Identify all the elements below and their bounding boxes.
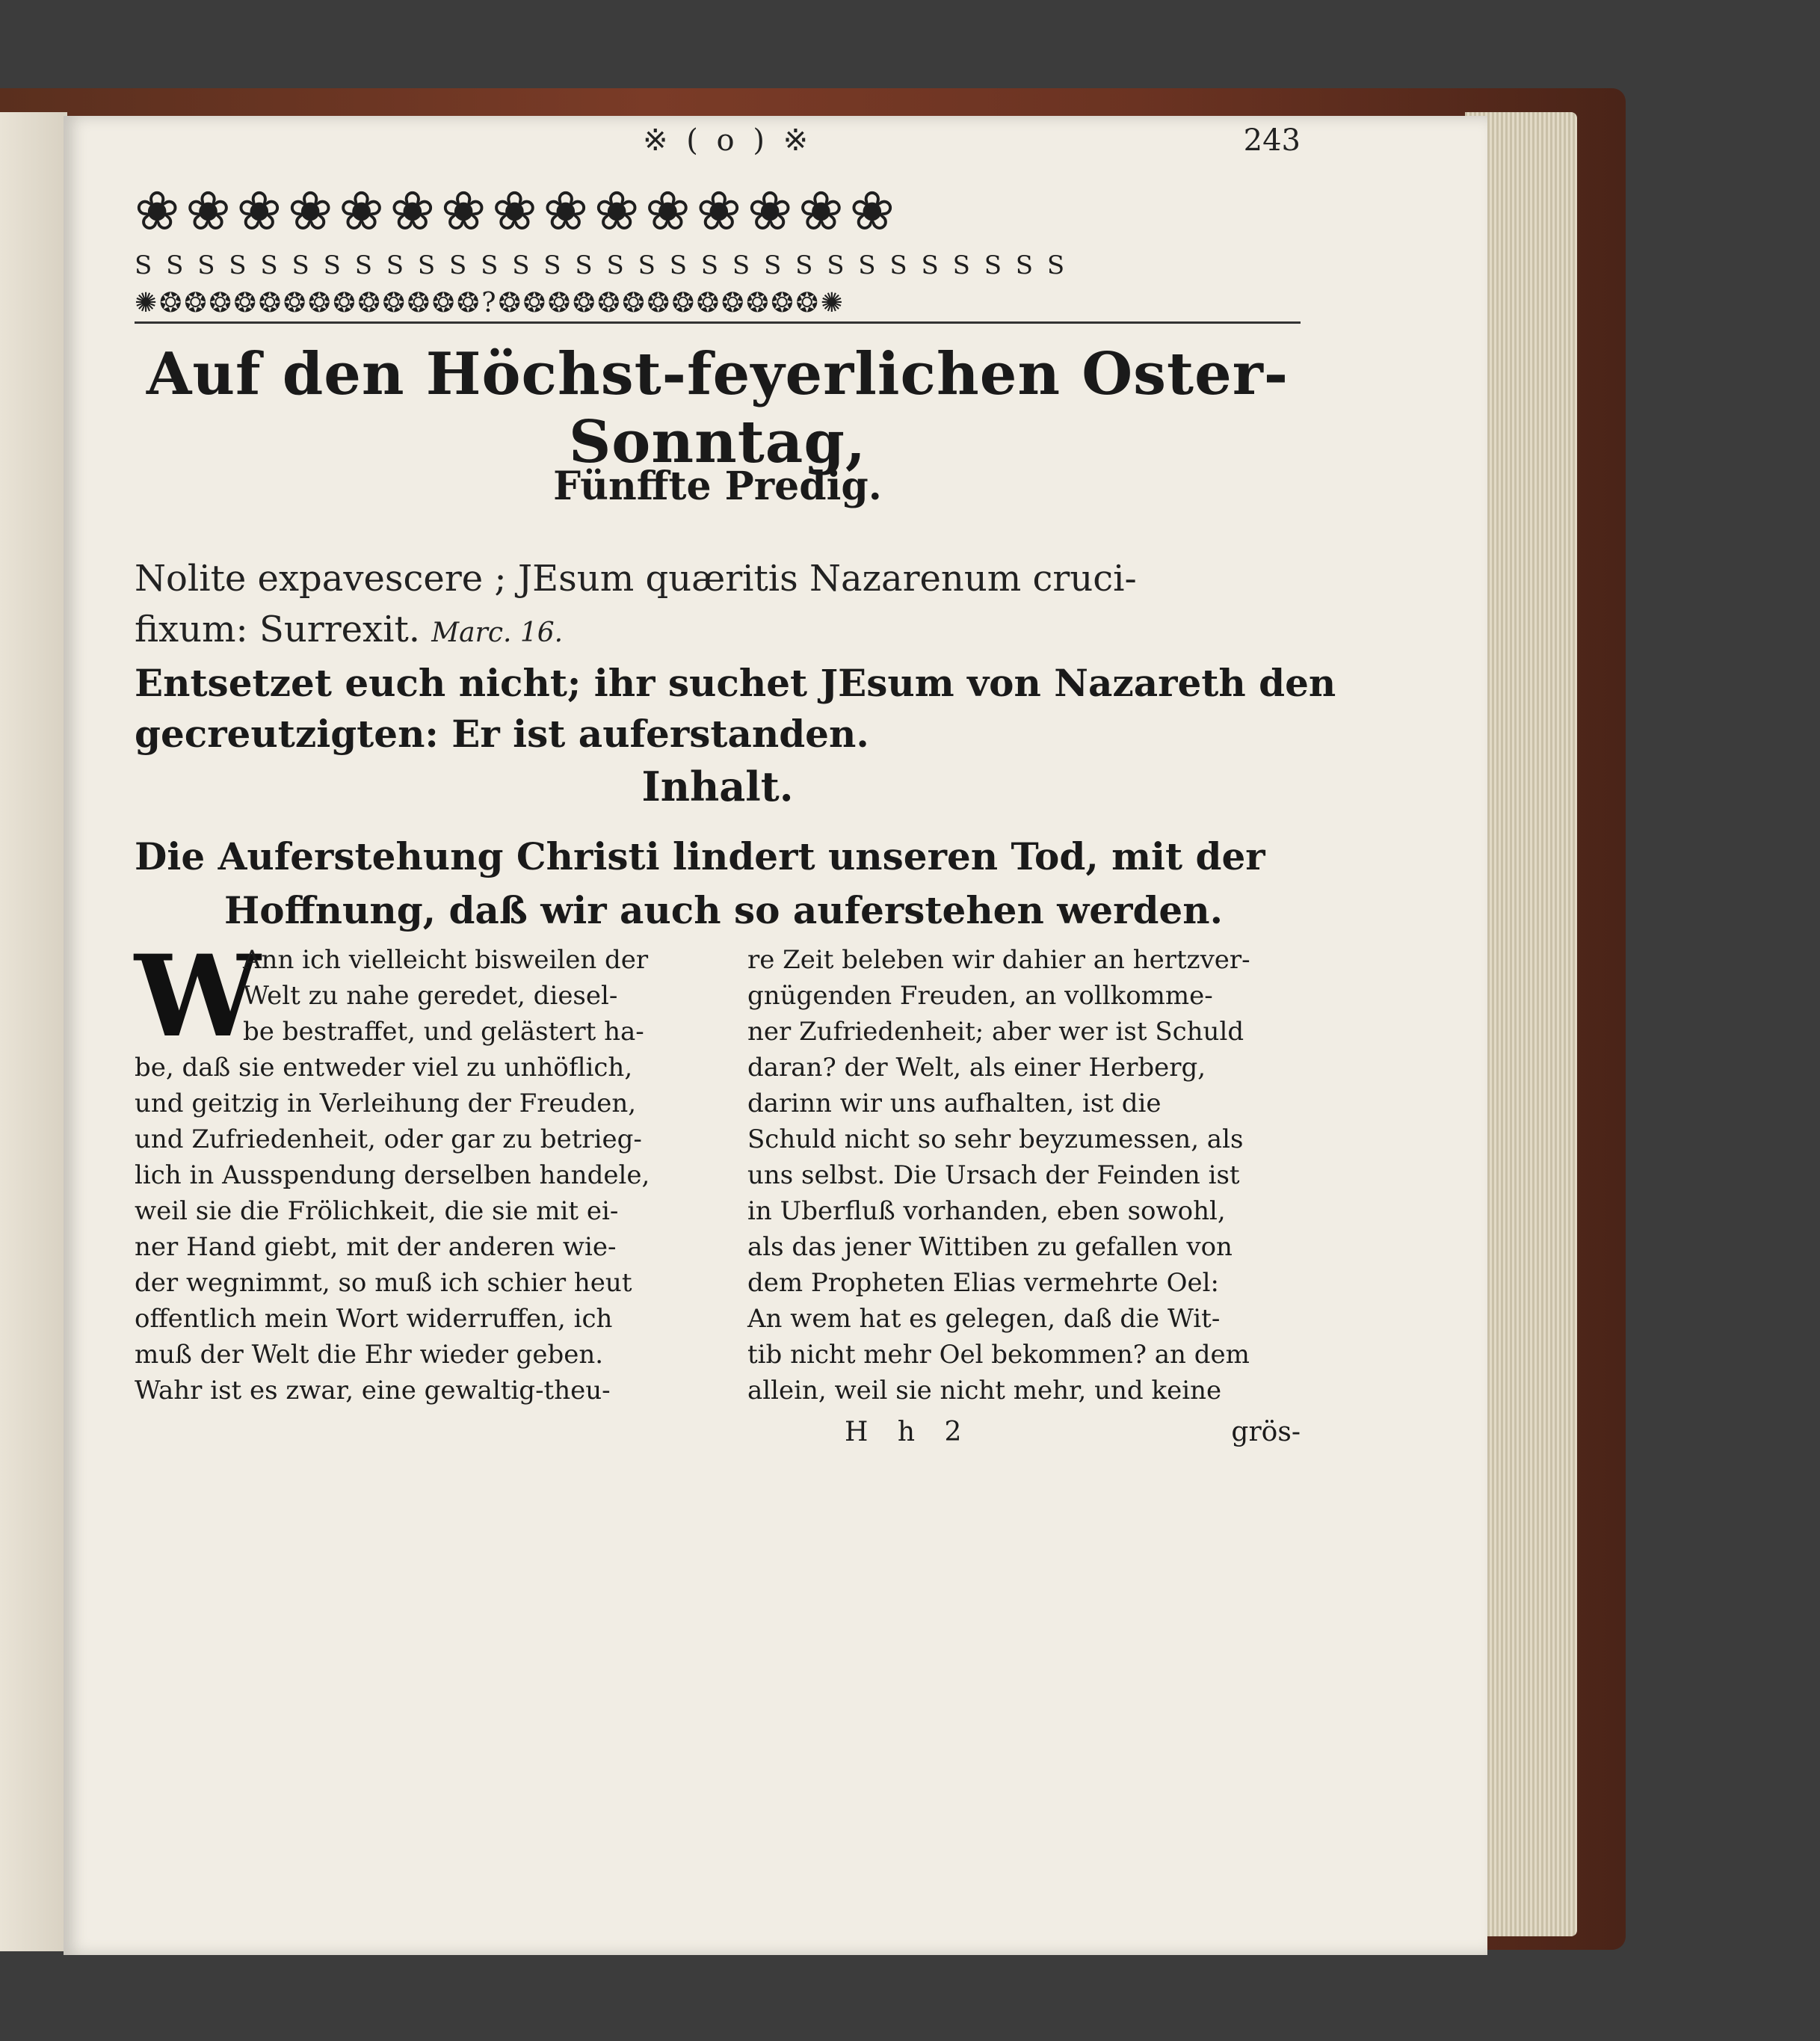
running-header <box>135 123 1301 164</box>
body-line: allein, weil sie nicht mehr, und keine <box>747 1376 1222 1406</box>
latin-line-1: Nolite expavescere ; JEsum quæritis Nazarenum cruci- <box>135 558 1137 600</box>
body-line: Welt zu nahe geredet, diesel- <box>243 981 618 1011</box>
header-ornament: ※ ( o ) ※ <box>643 123 813 158</box>
inhalt-line-2: Hoffnung, daß wir auch so auferstehen werden. <box>224 888 1223 932</box>
body-line: in Uberfluß vorhanden, eben sowohl, <box>747 1196 1226 1226</box>
body-line: be bestraffet, und gelästert ha- <box>243 1017 644 1047</box>
body-line: ner Hand giebt, mit der anderen wie- <box>135 1232 617 1262</box>
inhalt-line-1: Die Auferstehung Christi lindert unseren Tod, mit der <box>135 834 1265 878</box>
signature-mark: H h 2 <box>845 1417 972 1447</box>
drop-cap: W <box>135 931 261 1062</box>
german-verse <box>135 658 1336 760</box>
body-line: der wegnimmt, so muß ich schier heut <box>135 1268 632 1298</box>
body-line: An wem hat es gelegen, daß die Wit- <box>747 1304 1221 1334</box>
body-line: gnügenden Freuden, an vollkomme- <box>747 981 1213 1011</box>
body-line: lich in Ausspendung derselben handele, <box>135 1160 650 1190</box>
body-column-left <box>135 931 691 1409</box>
latin-line-2-text: fixum: Surrexit. <box>135 609 421 650</box>
body-line: muß der Welt die Ehr wieder geben. <box>135 1340 604 1370</box>
body-line: be, daß sie entweder viel zu unhöflich, <box>135 1053 633 1083</box>
body-line: re Zeit beleben wir dahier an hertzver- <box>747 945 1250 975</box>
body-line: offentlich mein Wort widerruffen, ich <box>135 1304 613 1334</box>
body-line: tib nicht mehr Oel bekommen? an dem <box>747 1340 1250 1370</box>
german-line-2: gecreutzigten: Er ist auferstanden. <box>135 712 869 756</box>
body-line: als das jener Wittiben zu gefallen von <box>747 1232 1233 1262</box>
bible-reference: Marc. 16. <box>431 618 564 648</box>
body-line: Schuld nicht so sehr beyzumessen, als <box>747 1124 1244 1154</box>
body-line: weil sie die Frölichkeit, die sie mit ei- <box>135 1196 619 1226</box>
body-line: Ann ich vielleicht bisweilen der <box>243 945 649 975</box>
body-line: ner Zufriedenheit; aber wer ist Schuld <box>747 1017 1244 1047</box>
page-number: 243 <box>1243 123 1301 158</box>
inhalt-summary <box>135 830 1301 938</box>
body-line: daran? der Welt, als einer Herberg, <box>747 1053 1206 1083</box>
ornament-band-scrolls: S S S S S S S S S S S S S S S S S S S S S S S S S S S S S S <box>135 250 1068 280</box>
body-column-right <box>747 942 1304 1409</box>
body-line: und Zufriedenheit, oder gar zu betrieg- <box>135 1124 642 1154</box>
page-footer <box>135 1417 1301 1454</box>
german-line-1: Entsetzet euch nicht; ihr suchet JEsum von Nazareth den <box>135 661 1336 705</box>
sermon-subtitle: Fünffte Predig. <box>553 464 882 509</box>
sermon-title: Auf den Höchst-feyerlichen Oster-Sonntag, <box>146 340 1289 476</box>
body-line: darinn wir uns aufhalten, ist die <box>747 1089 1162 1118</box>
body-line: dem Propheten Elias vermehrte Oel: <box>747 1268 1219 1298</box>
ornament-band-flowers: ❀❀❀❀❀❀❀❀❀❀❀❀❀❀❀ <box>135 179 901 242</box>
body-line: und geitzig in Verleihung der Freuden, <box>135 1089 637 1118</box>
left-page-edge <box>0 112 67 1951</box>
ornament-band-rosettes: ✺❂❂❂❂❂❂❂❂❂❂❂❂❂?❂❂❂❂❂❂❂❂❂❂❂❂❂✺ <box>135 288 1301 324</box>
latin-line-2 <box>135 604 1301 659</box>
inhalt-heading: Inhalt. <box>641 763 794 810</box>
latin-verse <box>135 553 1301 659</box>
catchword: grös- <box>1231 1417 1301 1447</box>
body-line: uns selbst. Die Ursach der Feinden ist <box>747 1160 1240 1190</box>
body-line: Wahr ist es zwar, eine gewaltig-theu- <box>135 1376 611 1406</box>
